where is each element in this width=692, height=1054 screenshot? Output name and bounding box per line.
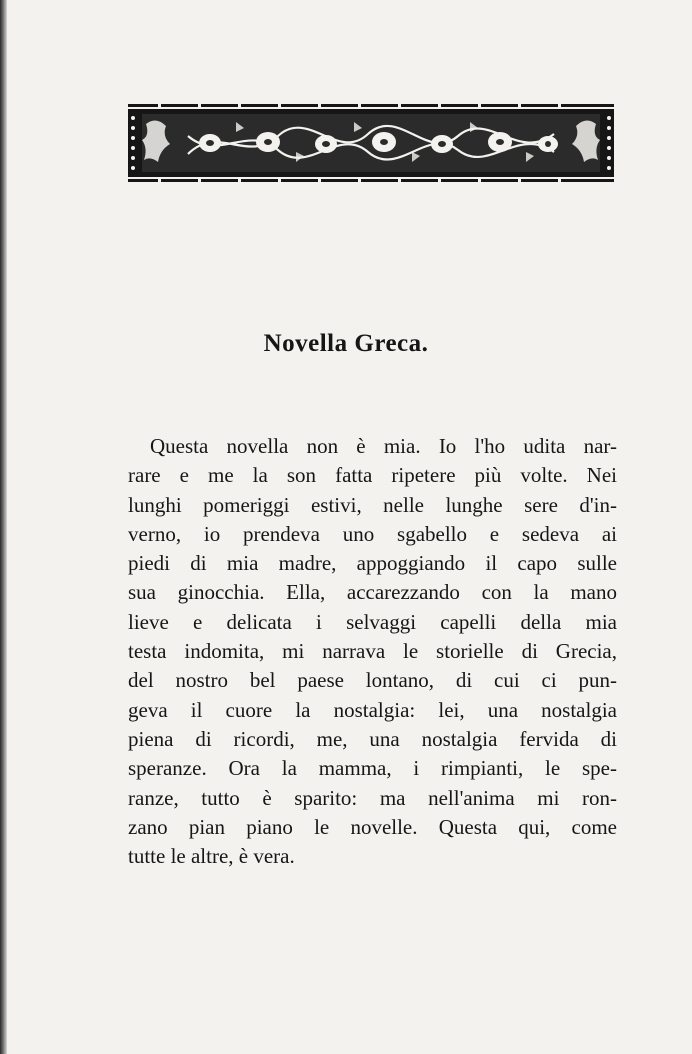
chapter-title: Novella Greca. <box>263 330 429 357</box>
paragraph-line: zano pian piano le novelle. Questa qui, come <box>128 814 617 839</box>
paragraph-line: rare e me la son fatta ripetere più volte. Nei <box>128 463 617 488</box>
page-binding-edge <box>0 0 7 1054</box>
paragraph-line: sua ginocchia. Ella, accarezzando con la mano <box>128 580 617 605</box>
paragraph-line: verno, io prendeva uno sgabello e sedeva ai <box>128 521 617 546</box>
paragraph-line: Questa novella non è mia. Io l'ho udita nar- <box>150 434 617 458</box>
paragraph-line: lunghi pomeriggi estivi, nelle lunghe sere d'in- <box>128 492 617 517</box>
paragraph-line: ranze, tutto è sparito: ma nell'anima mi ron- <box>128 785 617 810</box>
paragraph-line: speranze. Ora la mamma, i rimpianti, le spe- <box>128 756 617 781</box>
paragraph-line: piena di ricordi, me, una nostalgia fervida di <box>128 726 617 751</box>
paragraph-line: piedi di mia madre, appoggiando il capo sulle <box>128 551 617 576</box>
paragraph-line: lieve e delicata i selvaggi capelli della mia <box>128 609 617 634</box>
floral-headpiece-ornament-icon <box>128 104 614 182</box>
paragraph-line: geva il cuore la nostalgia: lei, una nostalgia <box>128 697 617 722</box>
story-paragraph <box>128 432 617 871</box>
paragraph-line: tutte le altre, è vera. <box>128 844 295 869</box>
paragraph-line: testa indomita, mi narrava le storielle di Grecia, <box>128 639 617 664</box>
paragraph-line: del nostro bel paese lontano, di cui ci pun- <box>128 668 617 693</box>
